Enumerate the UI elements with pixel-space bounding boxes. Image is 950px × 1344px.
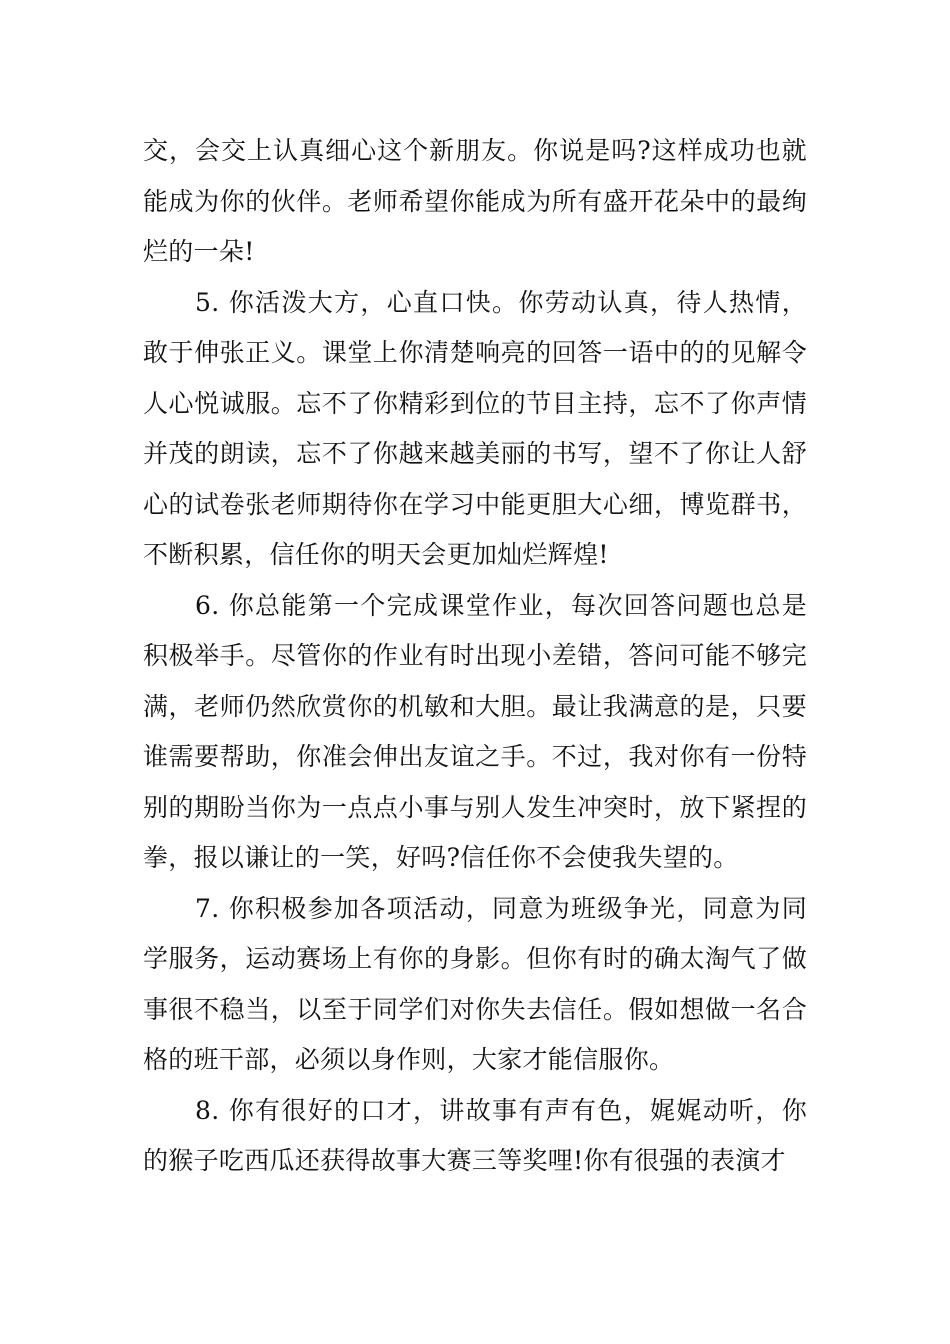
paragraph-continuation: 交，会交上认真细心这个新朋友。你说是吗?这样成功也就能成为你的伙伴。老师希望你能成为所有盛开花朵中的最绚烂的一朵! — [143, 136, 807, 266]
paragraph-item-6: 6. 你总能第一个完成课堂作业，每次回答问题也总是积极举手。尽管你的作业有时出现小差错，答问可能不够完满，老师仍然欣赏你的机敏和大胆。最让我满意的是，只要谁需要帮助，你准会伸出友谊之手。不过，我对你有一份特别的期盼当你为一点点小事与别人发生冲突时，放下紧捏的拳，报以谦让的一笑，好吗?信任你不会使我失望的。 — [143, 590, 807, 872]
document-body — [143, 126, 807, 1187]
paragraph-item-5: 5. 你活泼大方，心直口快。你劳动认真，待人热情，敢于伸张正义。课堂上你清楚响亮的回答一语中的的见解令人心悦诚服。忘不了你精彩到位的节目主持，忘不了你声情并茂的朗读，忘不了你越来越美丽的书写，望不了你让人舒心的试卷张老师期待你在学习中能更胆大心细，博览群书，不断积累，信任你的明天会更加灿烂辉煌! — [143, 287, 807, 569]
paragraph-item-8: 8. 你有很好的口才，讲故事有声有色，娓娓动听，你的猴子吃西瓜还获得故事大赛三等奖哩!你有很强的表演才 — [143, 1095, 807, 1175]
paragraph-item-7: 7. 你积极参加各项活动，同意为班级争光，同意为同学服务，运动赛场上有你的身影。但你有时的确太淘气了做事很不稳当，以至于同学们对你失去信任。假如想做一名合格的班干部，必须以身作则，大家才能信服你。 — [143, 893, 807, 1074]
